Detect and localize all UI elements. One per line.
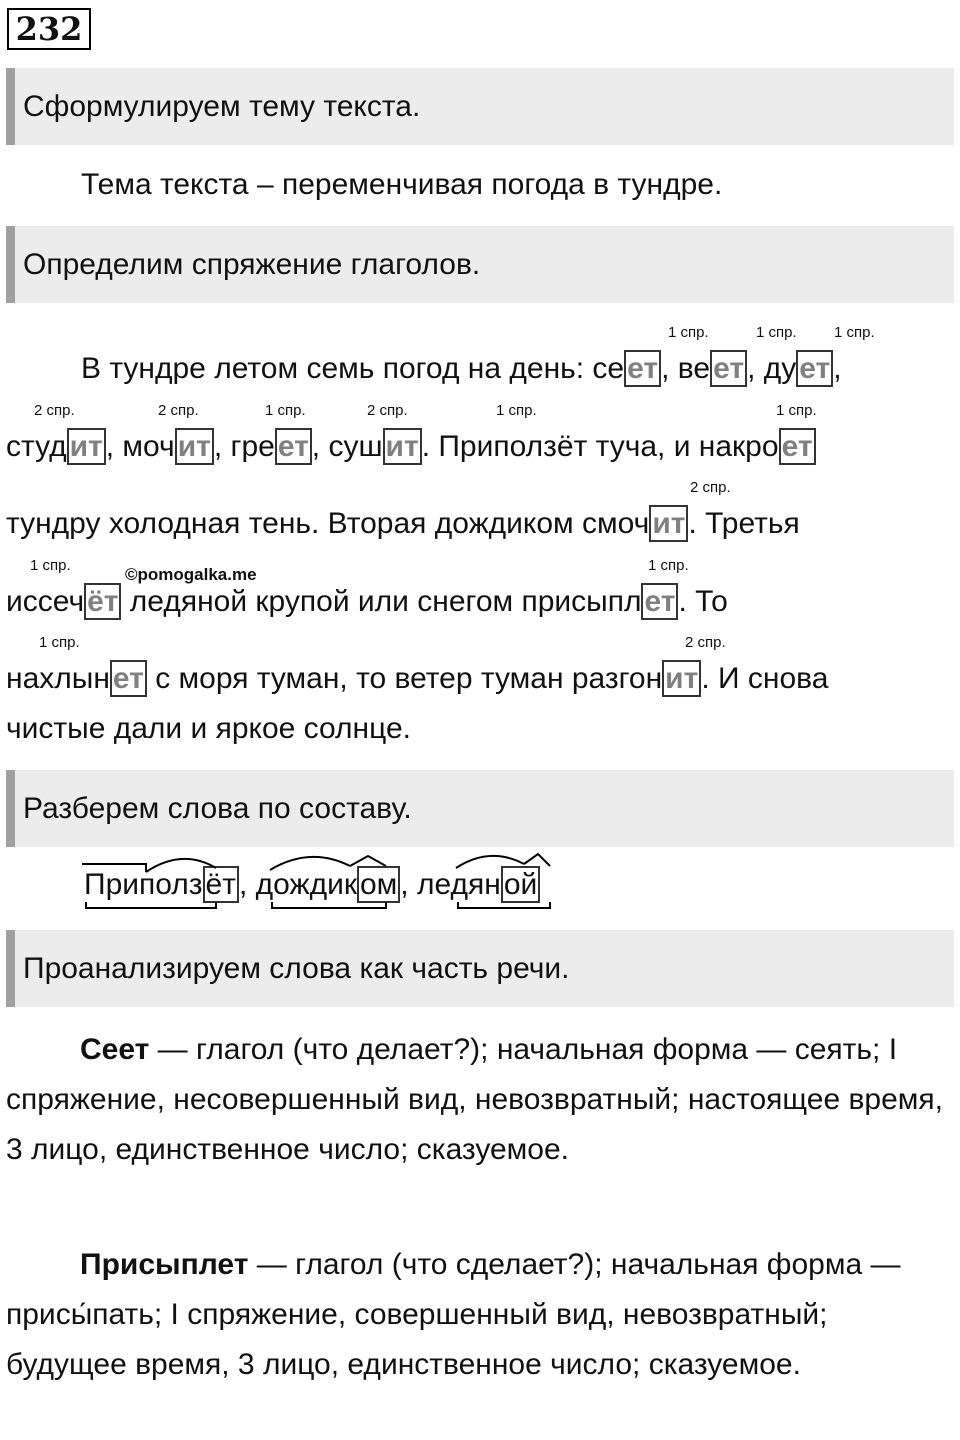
suffix-mark [524, 854, 550, 866]
section-header-morphemes: Разберем слова по составу. [6, 770, 954, 847]
section-header-theme: Сформулируем тему текста. [6, 68, 954, 145]
text-line-5: нахлын ет с моря туман, то ветер туман разгон ит . И снова [6, 662, 829, 695]
word-root: ледян [416, 868, 501, 901]
analysis-paragraph-2: Присыплет — глагол (что сделает?); начальная форма — присы́пать; I спряжение, совершенный вид, невозвратный; будущее время, 3 лицо, единственное число; сказуемое. [6, 1248, 901, 1381]
conj-label: 1 спр. [648, 557, 689, 574]
conj-label: 1 спр. [668, 324, 709, 341]
word-ending: ом [357, 866, 400, 903]
conj-label: 1 спр. [756, 324, 797, 341]
conj-label: 1 спр. [776, 402, 817, 419]
verb-ending: ет [110, 660, 147, 697]
verb-ending: ит [649, 505, 688, 542]
verb-ending: ёт [84, 583, 121, 620]
analysis-word: Присыплет [80, 1248, 249, 1281]
conj-label: 2 спр. [690, 479, 731, 496]
verb-ending: ет [624, 350, 661, 387]
root-arc [456, 856, 524, 868]
verb-ending: ет [710, 350, 747, 387]
text-line-6: чистые дали и яркое солнце. [6, 712, 411, 745]
conj-label: 1 спр. [39, 634, 80, 651]
morpheme-words: Приполз ёт , дождик ом , ледян ой [84, 868, 540, 902]
conj-label: 1 спр. [834, 324, 875, 341]
text-line-3: тундру холодная тень. Вторая дождиком смоч ит . Третья [6, 507, 800, 540]
stem-bracket [272, 902, 386, 908]
stem-bracket [458, 902, 550, 908]
section-header-pos: Проанализируем слова как часть речи. [6, 930, 954, 1007]
watermark: ©pomogalka.me [125, 565, 257, 584]
word-ending: ёт [203, 866, 239, 903]
root-arc [146, 859, 216, 872]
conj-label: 1 спр. [265, 402, 306, 419]
conj-label: 1 спр. [30, 557, 71, 574]
conj-label: 2 спр. [34, 402, 75, 419]
theme-text: Тема текста – переменчивая погода в тундре. [81, 168, 723, 201]
task-number: 232 [7, 8, 91, 50]
verb-ending: ит [67, 428, 106, 465]
section-header-conjugation: Определим спряжение глаголов. [6, 226, 954, 303]
text-line-2: студ ит , моч ит , гре ет , суш ит . Приползёт туча, и накро ет [6, 430, 816, 464]
stem-bracket [86, 902, 216, 908]
conj-label: 2 спр. [367, 402, 408, 419]
verb-ending: ит [175, 428, 214, 465]
verb-ending: ит [383, 428, 422, 465]
verb-ending: ет [641, 583, 678, 620]
suffix-mark [350, 856, 386, 866]
verb-ending: ет [779, 428, 816, 465]
word-root: дождик [255, 868, 357, 901]
prefix-mark [82, 864, 146, 872]
analysis-word: Сеет [80, 1033, 150, 1066]
verb-ending: ит [662, 660, 701, 697]
conj-label: 1 спр. [496, 402, 537, 419]
root-arc [270, 857, 350, 870]
verb-ending: ет [796, 350, 833, 387]
verb-ending: ет [275, 428, 312, 465]
text-line-1: В тундре летом семь погод на день: се ет , ве ет , ду ет , [81, 352, 842, 385]
conj-label: 2 спр. [158, 402, 199, 419]
text-line-4: иссеч ёт ледяной крупой или снегом присыпл ет . То [6, 585, 728, 618]
word-ending: ой [501, 866, 540, 903]
conj-label: 2 спр. [685, 634, 726, 651]
word-root: Приполз [84, 868, 203, 901]
analysis-paragraph-1: Сеет — глагол (что делает?); начальная форма — сеять; I спряжение, несовершенный вид, невозвратный; настоящее время, 3 лицо, единственное число; сказуемое. [6, 1033, 943, 1166]
